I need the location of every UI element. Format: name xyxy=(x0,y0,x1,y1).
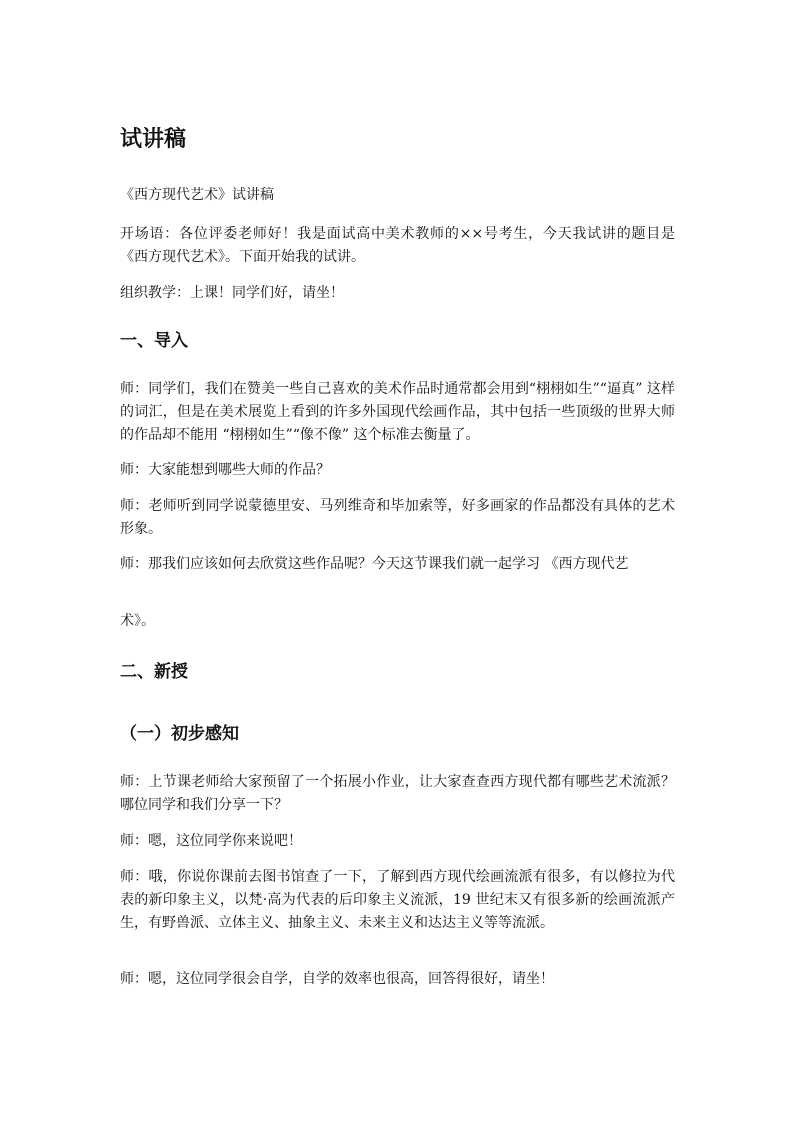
organize-paragraph: 组织教学：上课！同学们好，请坐！ xyxy=(120,285,344,301)
intro-paragraph-3: 师：老师听到同学说蒙德里安、马列维奇和毕加索等，好多画家的作品都没有具体的艺术形象。 xyxy=(120,498,675,537)
intro-paragraph-5: 术》。 xyxy=(120,613,155,629)
subsection-heading-initial-perception: （一）初步感知 xyxy=(120,724,239,744)
document-title: 试讲稿 xyxy=(120,127,187,152)
section-heading-intro: 一、导入 xyxy=(120,331,188,351)
lesson-paragraph-2: 师：嗯，这位同学你来说吧！ xyxy=(120,833,302,849)
section-heading-new-lesson: 二、新授 xyxy=(120,662,188,682)
lesson-paragraph-1: 师：上节课老师给大家预留了一个拓展小作业，让大家查查西方现代都有哪些艺术流派？哪位同学和我们分享一下？ xyxy=(120,774,675,813)
intro-paragraph-2: 师：大家能想到哪些大师的作品？ xyxy=(120,462,330,478)
intro-paragraph-1: 师：同学们，我们在赞美一些自己喜欢的美术作品时通常都会用到“栩栩如生”“逼真” 这样的词汇，但是在美术展览上看到的许多外国现代绘画作品，其中包括一些顶级的世界大师的作品却不能用 “栩栩如生”“像不像” 这个标准去衡量了。 xyxy=(120,381,675,443)
opening-paragraph: 开场语：各位评委老师好！我是面试高中美术教师的××号考生，今天我试讲的题目是《西方现代艺术》。下面开始我的试讲。 xyxy=(120,226,675,265)
document-subtitle: 《西方现代艺术》试讲稿 xyxy=(120,187,274,203)
intro-paragraph-4: 师：那我们应该如何去欣赏这些作品呢？今天这节课我们就一起学习 《西方现代艺 xyxy=(120,556,629,572)
lesson-paragraph-4: 师：嗯，这位同学很会自学，自学的效率也很高，回答得很好，请坐！ xyxy=(120,971,554,987)
lesson-paragraph-3: 师：哦，你说你课前去图书馆查了一下，了解到西方现代绘画流派有很多，有以修拉为代表的新印象主义，以梵·高为代表的后印象主义流派，19 世纪末又有很多新的绘画流派产生，有野兽派、立体主义、抽象主义、未来主义和达达主义等等流派。 xyxy=(120,869,675,931)
